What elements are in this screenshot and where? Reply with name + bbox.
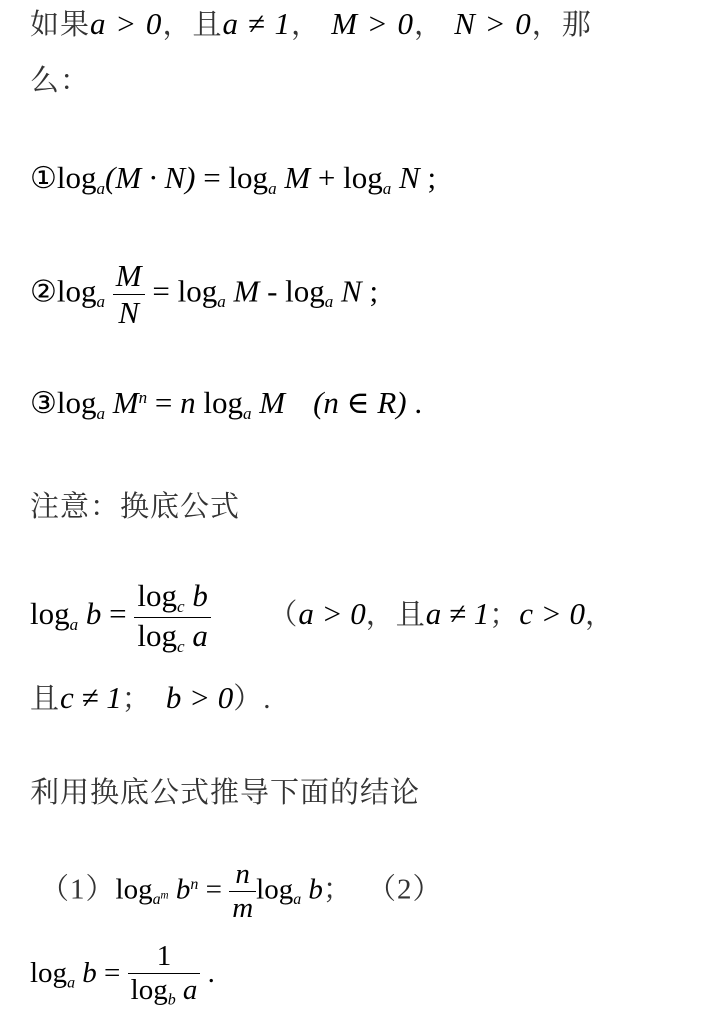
change-of-base-formula	[30, 578, 615, 656]
log-base: a	[67, 974, 76, 992]
problem-end: .	[200, 956, 215, 989]
log-text: log	[115, 873, 153, 906]
log-argument: M	[276, 160, 311, 195]
derivation-task: 利用换底公式推导下面的结论	[30, 775, 421, 809]
intro-sep-4: ，那	[531, 7, 592, 41]
intro-condition-m-positive: M > 0	[331, 6, 414, 41]
change-of-base-conditions-cont	[30, 676, 272, 717]
fraction-numerator: n	[229, 858, 256, 892]
equals-sign: =	[195, 160, 229, 195]
log-argument: b	[78, 596, 102, 632]
condition-prefix: 且	[30, 683, 61, 715]
log-base: a	[293, 891, 302, 909]
fraction-m-over-n	[113, 258, 145, 330]
intro-sep-3: ，	[413, 7, 444, 41]
condition-a-positive: a > 0	[298, 596, 366, 632]
fraction-numerator: 1	[128, 940, 201, 974]
log-base: a	[243, 403, 252, 423]
log-text: log	[256, 873, 294, 906]
condition-sep: ；	[121, 683, 152, 715]
log-argument: M	[105, 385, 139, 420]
fraction-numerator	[134, 578, 210, 618]
log-text: log	[130, 974, 168, 1007]
log-text: log	[56, 273, 97, 309]
log-quotient-rule	[30, 258, 378, 330]
log-base: a	[69, 615, 79, 635]
log-base: c	[177, 636, 185, 656]
problem-2	[30, 940, 215, 1010]
intro-line-1	[30, 2, 592, 43]
intro-line-2: 么：	[30, 63, 91, 97]
condition-c-positive: c > 0	[519, 596, 585, 632]
change-of-base-fraction	[134, 578, 210, 656]
problem-1	[40, 858, 442, 926]
log-base: b	[167, 991, 176, 1009]
log-argument: M	[225, 273, 260, 309]
log-text: log	[343, 160, 383, 195]
equals-sign: =	[147, 385, 181, 420]
log-text: log	[203, 385, 243, 420]
fraction-denominator: m	[232, 892, 254, 925]
coefficient: n	[180, 385, 204, 420]
equals-sign: =	[101, 596, 135, 632]
log-text: log	[137, 617, 177, 653]
problem-label-2: （2）	[366, 873, 443, 906]
change-of-base-note: 注意：换底公式	[30, 489, 241, 523]
condition-close: ）.	[233, 683, 272, 715]
equals-sign: =	[198, 873, 230, 906]
intro-condition-a-not-one: a ≠ 1	[222, 6, 291, 41]
fraction-denominator: N	[118, 294, 140, 330]
intro-prefix: 如果	[30, 7, 91, 41]
log-argument: b	[168, 873, 191, 906]
log-base: a	[217, 292, 226, 312]
rule-end: ;	[419, 160, 437, 195]
log-argument: a	[175, 974, 198, 1007]
condition-sep: ，	[584, 599, 615, 632]
condition-open: （	[268, 599, 299, 632]
log-base: a	[96, 178, 106, 198]
log-argument: b	[75, 956, 97, 989]
intro-condition-a-positive: a > 0	[90, 6, 163, 41]
rule-end: ;	[361, 273, 379, 309]
log-argument: (M · N)	[105, 160, 196, 195]
minus-sign: -	[259, 273, 286, 309]
fraction-n-over-m	[229, 858, 256, 926]
log-text: log	[285, 273, 325, 309]
exponent: n	[190, 875, 199, 893]
fraction-numerator: M	[113, 258, 145, 295]
reciprocal-fraction	[128, 940, 201, 1010]
log-text: log	[137, 578, 177, 613]
log-base: a	[268, 178, 277, 198]
log-argument: N	[333, 273, 362, 309]
log-product-rule	[30, 160, 436, 199]
log-base: a	[96, 292, 106, 312]
log-base: a	[324, 292, 334, 312]
log-text: log	[56, 160, 97, 195]
condition-sep: ；	[489, 599, 520, 632]
condition-sep: ，且	[365, 599, 426, 632]
condition-b-positive: b > 0	[165, 680, 234, 715]
fraction-denominator	[128, 974, 201, 1010]
log-base: c	[177, 596, 185, 616]
log-argument: b	[301, 873, 323, 906]
fraction-denominator	[134, 618, 210, 657]
rule-condition: (n ∈ R)	[313, 385, 407, 420]
rule-end: .	[406, 385, 423, 420]
log-argument: N	[391, 160, 420, 195]
problem-label-1: （1）	[40, 873, 116, 906]
plus-sign: +	[310, 160, 344, 195]
log-text: log	[30, 956, 68, 989]
intro-sep-2: ，	[290, 7, 321, 41]
log-base: a	[382, 178, 392, 198]
problem-end: ；	[322, 873, 353, 906]
equals-sign: =	[96, 956, 128, 989]
log-argument: b	[184, 578, 208, 613]
log-argument: M	[251, 385, 286, 420]
log-base: a	[96, 403, 106, 423]
log-text: log	[56, 385, 97, 420]
exponent: n	[138, 387, 148, 407]
log-text: log	[177, 273, 218, 309]
rule-marker-2: ②	[30, 275, 57, 309]
log-base: am	[152, 889, 169, 909]
log-argument: a	[184, 617, 208, 653]
log-text: log	[30, 596, 70, 632]
log-text: log	[228, 160, 269, 195]
log-power-rule	[30, 385, 422, 424]
intro-sep-1: ，且	[162, 7, 223, 41]
condition-a-not-one: a ≠ 1	[425, 596, 490, 632]
rule-marker-1: ①	[30, 162, 57, 195]
intro-condition-n-positive: N > 0	[454, 6, 532, 41]
equals-sign: =	[144, 273, 178, 309]
rule-marker-3: ③	[30, 387, 57, 420]
condition-c-not-one: c ≠ 1	[60, 680, 122, 715]
